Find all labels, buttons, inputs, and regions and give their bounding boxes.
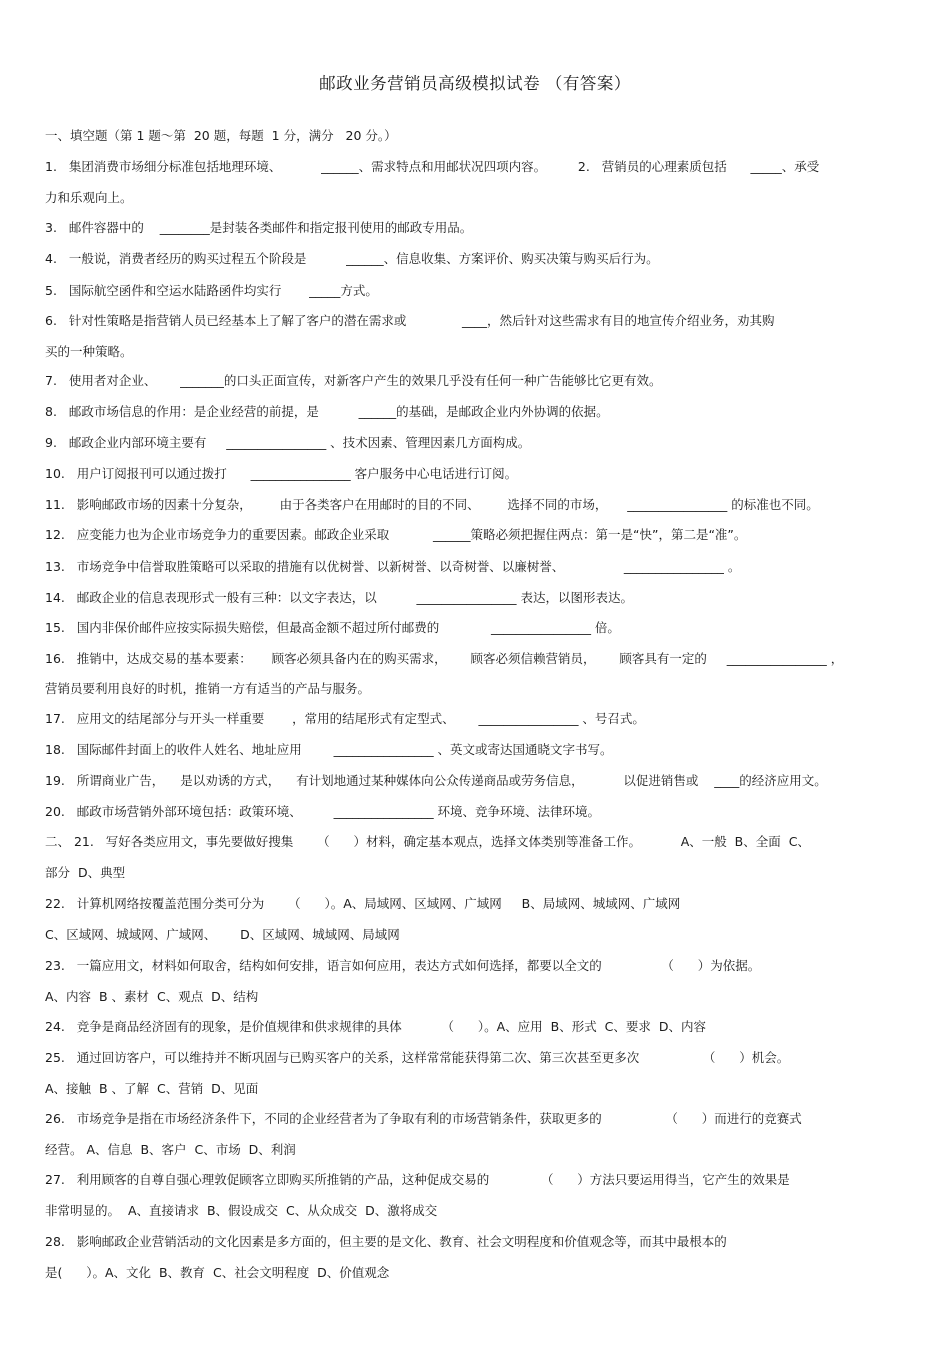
question-7: 7. 使用者对企业、 _______的口头正面宣传，对新客户产生的效果几乎没有任何一种广告能够比它更有效。 — [45, 373, 662, 388]
question-19: 19. 所谓商业广告， 是以劝诱的方式， 有计划地通过某种媒体向公众传递商品或劳务信息， 以促进销售或 ____的经济应用文。 — [45, 773, 827, 788]
page-title: 邮政业务营销员高级模拟试卷 （有答案） — [319, 74, 631, 93]
question-6: 6. 针对性策略是指营销人员已经基本上了解了客户的潜在需求或 ____，然后针对这些需求有目的地宣传介绍业务，劝其购 — [45, 313, 775, 328]
question-12: 12. 应变能力也为企业市场竞争力的重要因素。邮政企业采取 ______策略必须把握住两点：第一是“快”，第二是“准”。 — [45, 527, 747, 542]
question-25: 25. 通过回访客户，可以维持并不断巩固与已购买客户的关系，这样常常能获得第二次、第三次甚至更多次 （ ）机会。 — [45, 1050, 790, 1065]
question-14: 14. 邮政企业的信息表现形式一般有三种：以文字表达，以 ________________ 表达，以图形表达。 — [45, 590, 634, 605]
question-27: 27. 利用顾客的自尊自强心理敦促顾客立即购买所推销的产品，这种促成交易的 （ ）方法只要运用得当，它产生的效果是 — [45, 1172, 790, 1187]
question-5: 5. 国际航空函件和空运水陆路函件均实行 _____方式。 — [45, 283, 378, 298]
question-8: 8. 邮政市场信息的作用：是企业经营的前提，是 ______的基础，是邮政企业内外协调的依据。 — [45, 404, 609, 419]
question-18: 18. 国际邮件封面上的收件人姓名、地址应用 ________________ 、英文或寄达国通晓文字书写。 — [45, 742, 613, 757]
question-13: 13. 市场竞争中信誉取胜策略可以采取的措施有以优树誉、以新树誉、以奇树誉、以廉树誉、 ________________ 。 — [45, 559, 741, 574]
question-16: 16. 推销中，达成交易的基本要素： 顾客必须具备内在的购买需求， 顾客必须信赖营销员， 顾客具有一定的 ________________ ， — [45, 651, 844, 666]
question-17: 17. 应用文的结尾部分与开头一样重要 ，常用的结尾形式有定型式、 ________________ 、号召式。 — [45, 711, 645, 726]
question-28: 28. 影响邮政企业营销活动的文化因素是多方面的，但主要的是文化、教育、社会文明程度和价值观念等，而其中最根本的 — [45, 1234, 727, 1249]
question-22-options: C、区域网、城域网、广域网、 D、区域网、城域网、局域网 — [45, 927, 400, 942]
question-6-continuation: 买的一种策略。 — [45, 344, 133, 359]
question-21: 二、 21. 写好各类应用文，事先要做好搜集 （ ）材料，确定基本观点，选择文体类别等准备工作。 A、一般 B、全面 C、 — [45, 834, 810, 849]
question-3: 3. 邮件容器中的 ________是封装各类邮件和指定报刊使用的邮政专用品。 — [45, 220, 473, 235]
question-21-options: 部分 D、典型 — [45, 865, 126, 880]
question-24: 24. 竞争是商品经济固有的现象，是价值规律和供求规律的具体 （ ）。A、应用 B、形式 C、要求 D、内容 — [45, 1019, 706, 1034]
question-22: 22. 计算机网络按覆盖范围分类可分为 （ ）。A、局域网、区域网、广域网 B、局域网、城域网、广域网 — [45, 896, 681, 911]
question-4: 4. 一般说，消费者经历的购买过程五个阶段是 ______、信息收集、方案评价、购买决策与购买后行为。 — [45, 251, 659, 266]
question-26: 26. 市场竞争是指在市场经济条件下，不同的企业经营者为了争取有利的市场营销条件，获取更多的 （ ）而进行的竞赛式 — [45, 1111, 802, 1126]
question-27-options: 非常明显的。 A、直接请求 B、假设成交 C、从众成交 D、激将成交 — [45, 1203, 438, 1218]
question-23: 23. 一篇应用文，材料如何取舍，结构如何安排，语言如何应用，表达方式如何选择，都要以全文的 （ ）为依据。 — [45, 958, 761, 973]
section-heading-fill-blank: 一、填空题（第 1 题～第 20 题，每题 1 分，满分 20 分。） — [45, 128, 397, 143]
question-1-2-line: 1. 集团消费市场细分标准包括地理环境、 ______、需求特点和用邮状况四项内容。 2. 营销员的心理素质包括 _____、承受 — [45, 159, 820, 174]
question-28-options: 是( ）。A、文化 B、教育 C、社会文明程度 D、价值观念 — [45, 1265, 390, 1280]
question-9: 9. 邮政企业内部环境主要有 ________________ 、技术因素、管理因素几方面构成。 — [45, 435, 531, 450]
question-16-continuation: 营销员要利用良好的时机，推销一方有适当的产品与服务。 — [45, 681, 371, 696]
question-26-options: 经营。 A、信息 B、客户 C、市场 D、利润 — [45, 1142, 296, 1157]
question-2-continuation: 力和乐观向上。 — [45, 190, 133, 205]
question-10: 10. 用户订阅报刊可以通过拨打 ________________ 客户服务中心电话进行订阅。 — [45, 466, 518, 481]
question-11: 11. 影响邮政市场的因素十分复杂， 由于各类客户在用邮时的目的不同、 选择不同的市场， ________________ 的标准也不同。 — [45, 497, 819, 512]
question-23-options: A、内容 B 、素材 C、观点 D、结构 — [45, 989, 259, 1004]
question-15: 15. 国内非保价邮件应按实际损失赔偿，但最高金额不超过所付邮费的 ________________ 倍。 — [45, 620, 620, 635]
question-25-options: A、接触 B 、了解 C、营销 D、见面 — [45, 1081, 259, 1096]
question-20: 20. 邮政市场营销外部环境包括：政策环境、 ________________ 环境、竞争环境、法律环境。 — [45, 804, 601, 819]
